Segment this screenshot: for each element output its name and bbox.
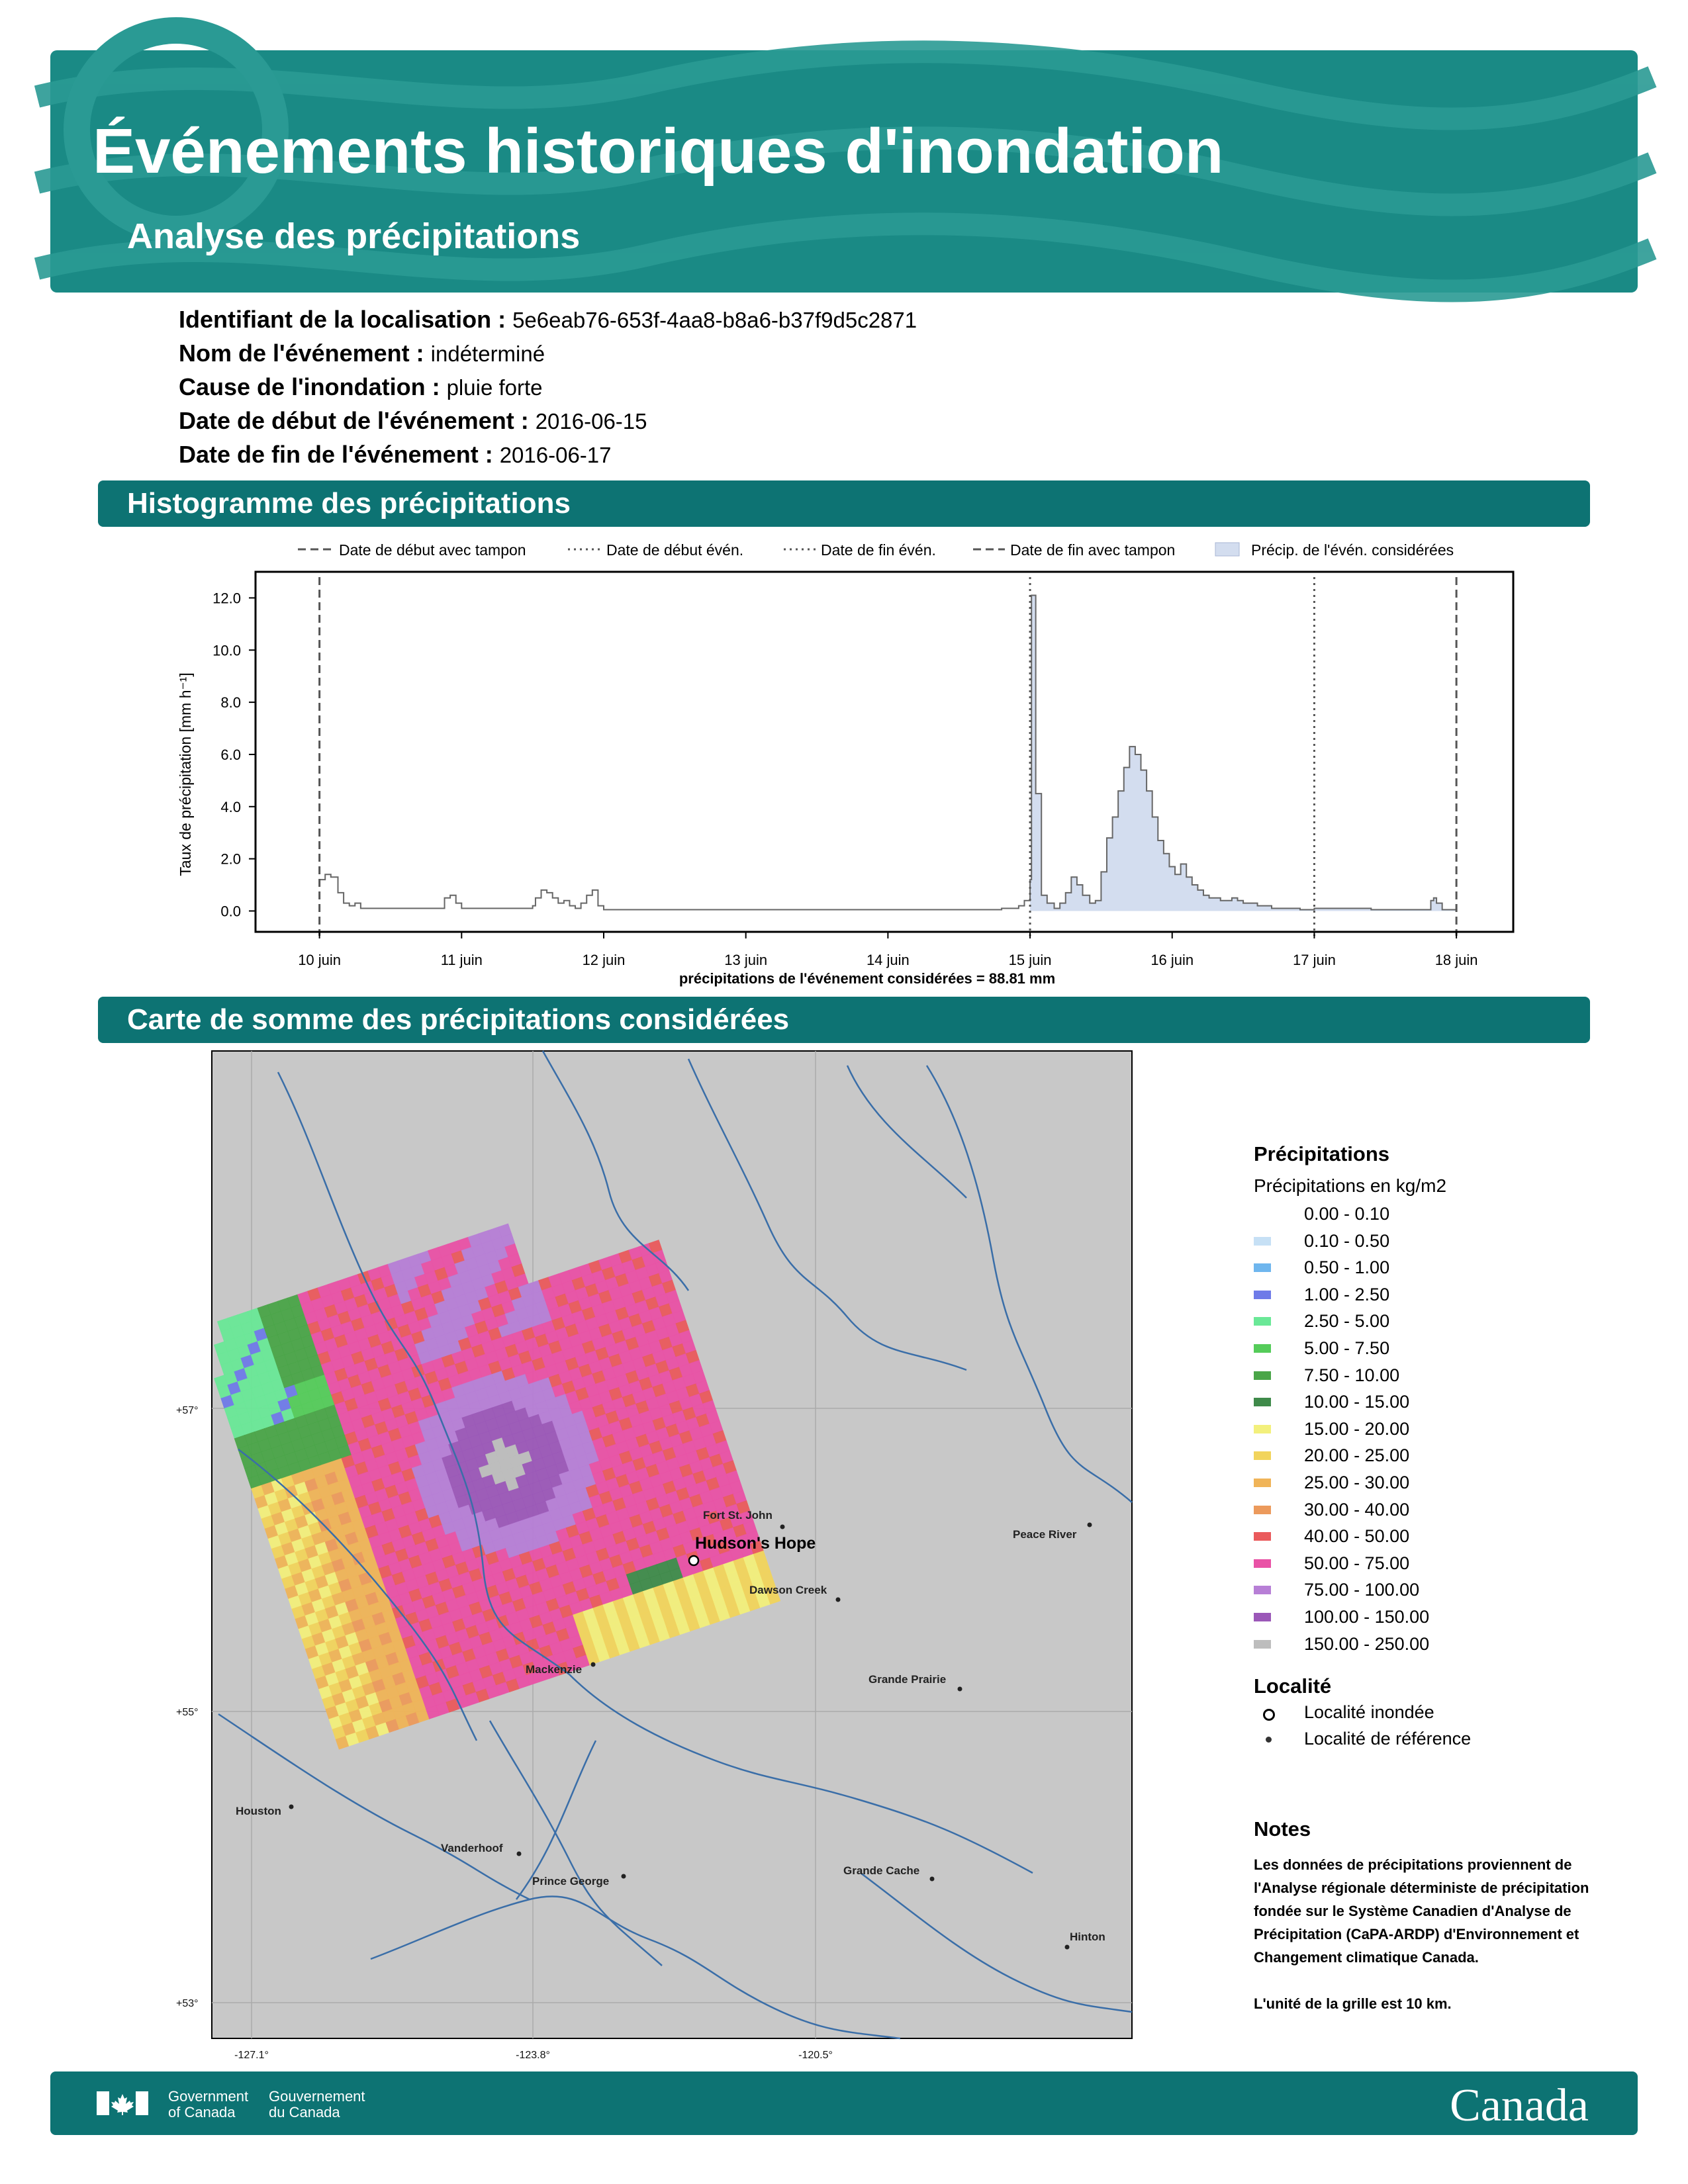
x-tick-label: 11 juin	[440, 952, 483, 968]
legend-item	[1254, 1469, 1446, 1496]
map-legend	[1254, 1142, 1472, 1759]
legend-swatch	[1254, 1640, 1271, 1649]
page-subtitle: Analyse des précipitations	[127, 216, 581, 256]
legend-item-reference	[1254, 1729, 1472, 1759]
legend-swatch	[1254, 1506, 1271, 1514]
legend-swatch	[1254, 1263, 1271, 1272]
info-label: Date de fin de l'événement :	[179, 441, 493, 468]
legend-item-label: 7.50 - 10.00	[1304, 1365, 1400, 1385]
y-tick-label: 8.0	[220, 694, 241, 711]
gov-line: Gouvernement	[269, 2088, 365, 2105]
place-label-hinton: Hinton	[1070, 1931, 1105, 1943]
legend-label-end-event: Date de fin évén.	[821, 541, 936, 559]
open-circle-icon	[1263, 1709, 1275, 1721]
info-value: 2016-06-15	[535, 409, 647, 433]
place-label-hudsons-hope: Hudson's Hope	[695, 1534, 816, 1553]
place-label-grande-prairie: Grande Prairie	[868, 1673, 947, 1686]
legend-swatch-considered	[1215, 543, 1239, 556]
gov-name-fr	[269, 2089, 365, 2120]
gov-name-en	[168, 2089, 248, 2120]
legend-item	[1254, 1604, 1446, 1631]
legend-swatch	[1254, 1317, 1271, 1326]
y-tick-label: 4.0	[220, 798, 241, 815]
lon-label: -127.1°	[234, 2050, 269, 2061]
dot-icon	[780, 1525, 785, 1529]
canada-flag-icon	[97, 2091, 148, 2115]
lon-label: -123.8°	[516, 2050, 550, 2061]
legend-item-label: 5.00 - 7.50	[1304, 1338, 1390, 1358]
page-title: Événements historiques d'inondation	[93, 116, 1224, 187]
gov-line: of Canada	[168, 2104, 236, 2120]
legend-item	[1254, 1362, 1446, 1389]
info-value: indéterminé	[430, 341, 545, 366]
x-tick-label: 17 juin	[1293, 952, 1336, 968]
section-header-histogram	[98, 480, 1590, 527]
legend-swatch	[1254, 1479, 1271, 1487]
legend-item-label: 50.00 - 75.00	[1304, 1553, 1410, 1573]
precip-rate-line	[320, 595, 1457, 911]
legend-swatch	[1254, 1532, 1271, 1541]
y-tick-label: 2.0	[220, 850, 241, 868]
legend-item	[1254, 1550, 1446, 1577]
header-banner	[50, 50, 1638, 293]
legend-item-label: 0.10 - 0.50	[1304, 1230, 1390, 1251]
section-header-map	[98, 997, 1590, 1043]
lat-label: +53°	[176, 1998, 199, 2009]
dot-icon	[622, 1874, 626, 1879]
legend-item	[1254, 1388, 1446, 1416]
legend-item-label: 15.00 - 20.00	[1304, 1418, 1410, 1439]
y-tick-label: 10.0	[212, 642, 241, 659]
canada-wordmark: Canada	[1450, 2080, 1589, 2131]
info-row-event-name	[179, 340, 917, 373]
legend-item	[1254, 1576, 1446, 1604]
legend-item	[1254, 1254, 1446, 1281]
locality-title: Localité	[1254, 1674, 1332, 1698]
legend-label-start-buffer: Date de début avec tampon	[339, 541, 526, 559]
legend-item-label: 10.00 - 15.00	[1304, 1392, 1410, 1412]
legend-swatch	[1254, 1559, 1271, 1568]
info-label: Nom de l'événement :	[179, 340, 424, 367]
section-title: Histogramme des précipitations	[127, 487, 571, 520]
place-label-peace-river: Peace River	[1013, 1528, 1077, 1541]
legend-item	[1254, 1416, 1446, 1443]
legend-swatch	[1254, 1291, 1271, 1299]
dot-icon	[836, 1598, 841, 1602]
legend-item	[1254, 1442, 1446, 1469]
legend-label-considered: Précip. de l'évén. considérées	[1251, 541, 1454, 559]
notes-title: Notes	[1254, 1817, 1311, 1841]
y-tick-label: 0.0	[220, 903, 241, 920]
dot-icon	[591, 1662, 596, 1667]
legend-label-end-buffer: Date de fin avec tampon	[1010, 541, 1176, 559]
event-info	[179, 306, 917, 475]
legend-item-label: 30.00 - 40.00	[1304, 1499, 1410, 1520]
legend-swatch	[1254, 1398, 1271, 1406]
place-label-dawson-creek: Dawson Creek	[749, 1584, 827, 1596]
legend-item-label: 0.50 - 1.00	[1304, 1257, 1390, 1278]
info-value: pluie forte	[446, 375, 543, 400]
chart-plot-area	[212, 572, 1513, 968]
info-label: Cause de l'inondation :	[179, 373, 440, 400]
legend-item	[1254, 1631, 1446, 1658]
x-tick-label: 18 juin	[1434, 952, 1478, 968]
considered-precip-area	[1030, 595, 1456, 911]
place-label-vanderhoof: Vanderhoof	[441, 1842, 503, 1854]
dot-icon	[958, 1687, 962, 1692]
dot-icon	[930, 1877, 935, 1882]
dot-icon	[1088, 1523, 1092, 1527]
gov-line: Government	[168, 2088, 249, 2105]
legend-item	[1254, 1496, 1446, 1524]
open-circle-icon	[689, 1556, 698, 1565]
notes	[1254, 1817, 1624, 2038]
legend-item-label: 150.00 - 250.00	[1304, 1633, 1430, 1654]
notes-paragraph: L'unité de la grille est 10 km.	[1254, 1995, 1452, 2012]
legend-item	[1254, 1201, 1446, 1228]
footer	[50, 2071, 1638, 2135]
y-tick-label: 6.0	[220, 746, 241, 763]
place-label-prince-george: Prince George	[532, 1875, 610, 1888]
precipitation-map	[176, 1039, 1231, 2061]
place-label-grande-cache: Grande Cache	[843, 1864, 920, 1877]
precipitation-histogram	[0, 529, 1688, 1046]
legend-item-label: 1.00 - 2.50	[1304, 1284, 1390, 1304]
info-row-location-id	[179, 306, 917, 340]
legend-swatch	[1254, 1371, 1271, 1380]
x-tick-label: 13 juin	[724, 952, 768, 968]
section-title: Carte de somme des précipitations considérées	[127, 1003, 790, 1036]
legend-item-label: 20.00 - 25.00	[1304, 1445, 1410, 1466]
legend-item	[1254, 1281, 1446, 1308]
info-label: Identifiant de la localisation :	[179, 306, 506, 333]
legend-label-start-event: Date de début évén.	[606, 541, 744, 559]
legend-swatch	[1254, 1344, 1271, 1353]
x-tick-label: 12 juin	[582, 952, 626, 968]
legend-items	[1254, 1201, 1446, 1657]
gov-line: du Canada	[269, 2104, 340, 2120]
legend-swatch	[1254, 1586, 1271, 1594]
notes-paragraph: Les données de précipitations proviennent de l'Analyse régionale déterministe de précipitation fondée sur le Système Canadien d'Analyse de Précipitation (CaPA-ARDP) d'Environnement et Changement climatique Canada.	[1254, 1856, 1589, 1966]
legend-item	[1254, 1335, 1446, 1362]
legend-item-label: 40.00 - 50.00	[1304, 1526, 1410, 1547]
x-tick-label: 14 juin	[866, 952, 910, 968]
dot-icon	[1065, 1945, 1070, 1950]
y-axis-label: Taux de précipitation [mm h⁻¹]	[177, 672, 194, 876]
dot-icon	[289, 1805, 294, 1809]
legend-subtitle: Précipitations en kg/m2	[1254, 1175, 1447, 1196]
lon-label: -120.5°	[798, 2050, 833, 2061]
legend-item-label: 2.50 - 5.00	[1304, 1311, 1390, 1332]
place-label-mackenzie: Mackenzie	[526, 1663, 583, 1676]
plot-frame	[256, 572, 1513, 932]
legend-item	[1254, 1228, 1446, 1255]
place-label-houston: Houston	[236, 1805, 281, 1817]
legend-swatch	[1254, 1613, 1271, 1621]
info-row-end-date	[179, 441, 917, 475]
legend-item-label: Localité inondée	[1304, 1702, 1434, 1723]
x-tick-label: 16 juin	[1150, 952, 1194, 968]
x-tick-label: 10 juin	[298, 952, 342, 968]
legend-item	[1254, 1523, 1446, 1550]
info-value: 2016-06-17	[499, 443, 612, 467]
info-label: Date de début de l'événement :	[179, 407, 529, 434]
legend-item	[1254, 1308, 1446, 1335]
lat-label: +57°	[176, 1405, 199, 1416]
info-row-cause	[179, 373, 917, 407]
legend-swatch	[1254, 1210, 1271, 1218]
x-tick-label: 15 juin	[1008, 952, 1052, 968]
dot-icon	[517, 1852, 522, 1856]
legend-item-label: 75.00 - 100.00	[1304, 1580, 1420, 1600]
lat-label: +55°	[176, 1707, 199, 1718]
info-value: 5e6eab76-653f-4aa8-b8a6-b37f9d5c2871	[512, 308, 917, 332]
info-row-start-date	[179, 407, 917, 441]
legend-item-label: Localité de référence	[1304, 1729, 1472, 1749]
place-label-fort-st-john: Fort St. John	[703, 1509, 773, 1522]
legend-swatch	[1254, 1451, 1271, 1460]
legend-item-label: 25.00 - 30.00	[1304, 1472, 1410, 1492]
legend-title: Précipitations	[1254, 1142, 1389, 1165]
legend-swatch	[1254, 1425, 1271, 1433]
chart-legend	[298, 541, 1454, 559]
y-tick-label: 12.0	[212, 590, 241, 607]
legend-item-label: 100.00 - 150.00	[1304, 1606, 1430, 1627]
legend-swatch	[1254, 1237, 1271, 1246]
dot-icon	[1266, 1737, 1272, 1743]
legend-item-label: 0.00 - 0.10	[1304, 1204, 1390, 1224]
x-axis-summary: précipitations de l'événement considérées = 88.81 mm	[679, 970, 1056, 987]
